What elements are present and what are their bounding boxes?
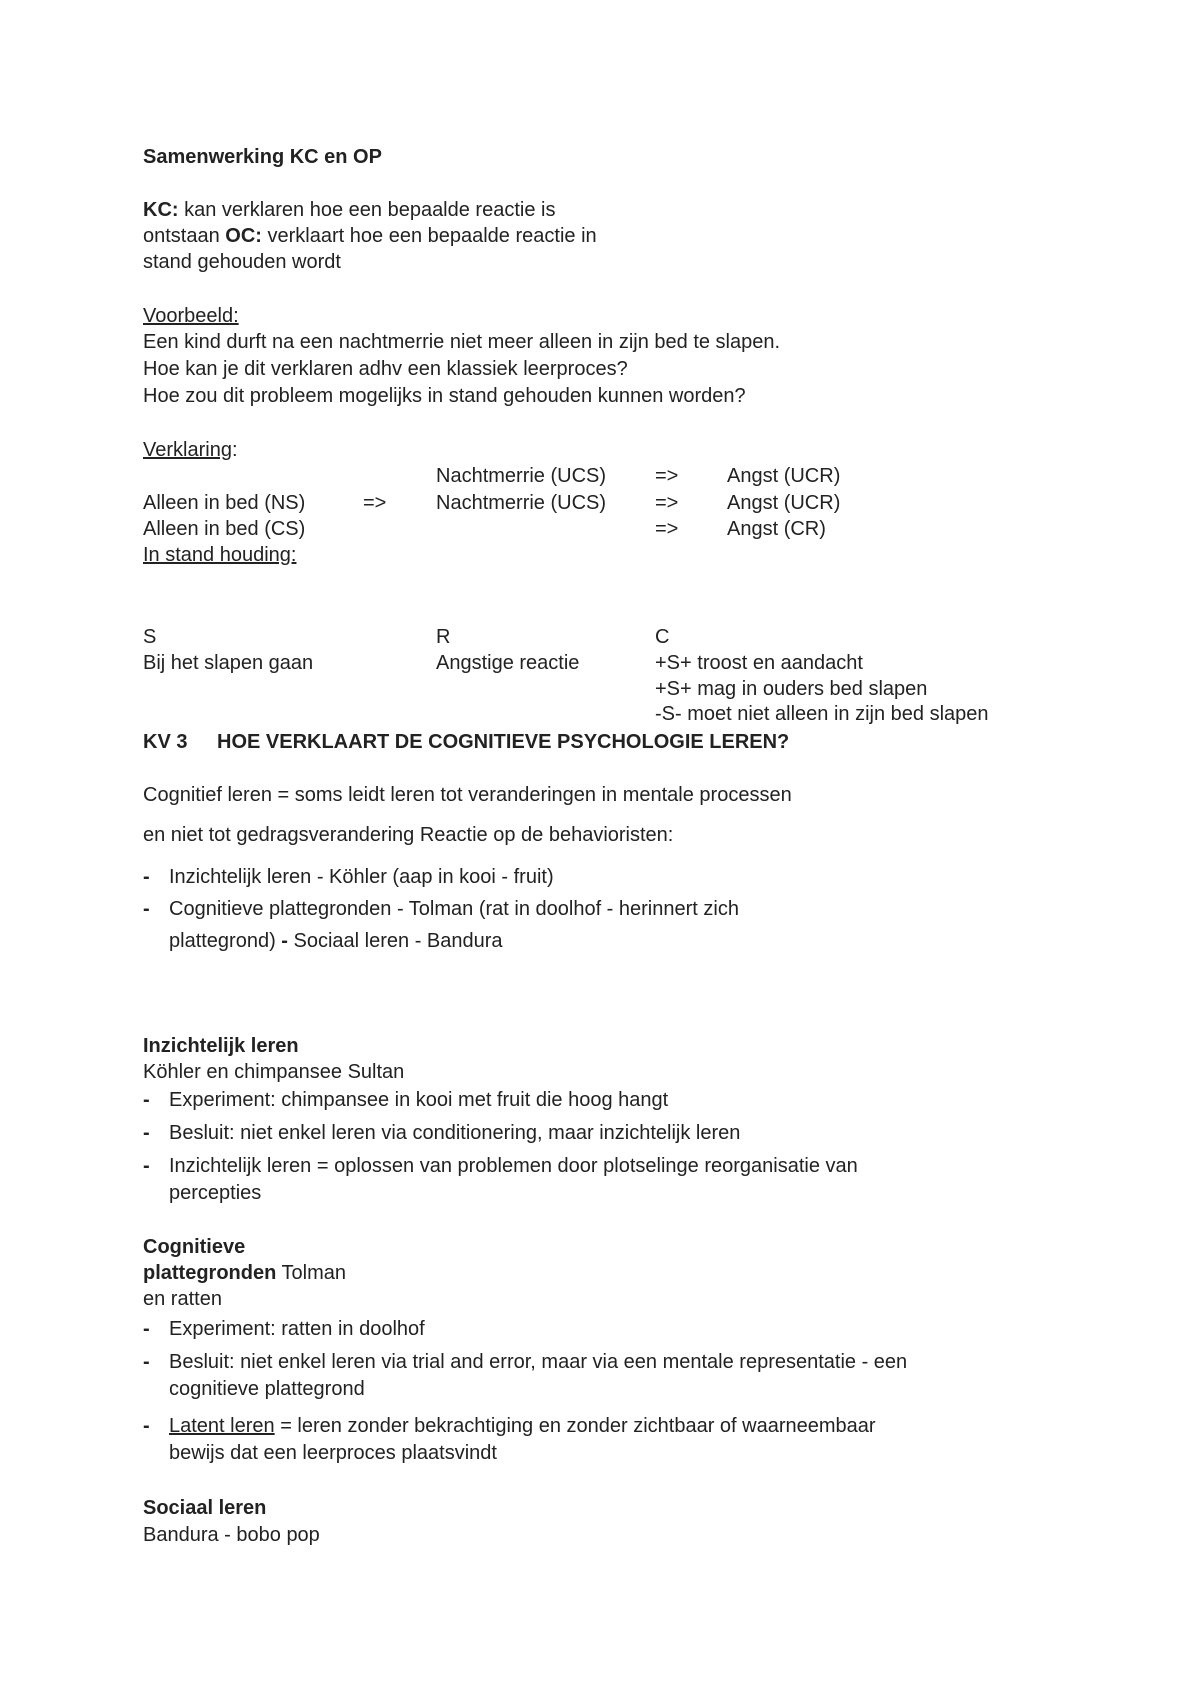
scheme-r1-arrow: => bbox=[655, 465, 679, 487]
social-title: Sociaal leren bbox=[143, 1497, 267, 1519]
list-item bbox=[143, 1413, 876, 1467]
inline-dash: - bbox=[281, 930, 288, 952]
list-item bbox=[143, 1120, 740, 1147]
bullet-dash: - bbox=[143, 1089, 150, 1111]
explanation-colon: : bbox=[231, 439, 238, 461]
maps-title-bold: plattegronden bbox=[143, 1262, 277, 1284]
src-s-value: Bij het slapen gaan bbox=[143, 652, 314, 674]
kc-line bbox=[143, 197, 555, 223]
bullet-cont-a: plattegrond) bbox=[169, 930, 282, 952]
list-item bbox=[143, 1087, 668, 1114]
explanation-label: Verklaring bbox=[143, 439, 232, 461]
chapter-number: KV 3 bbox=[143, 731, 188, 753]
list-item bbox=[143, 864, 554, 891]
bullet-dash: - bbox=[143, 866, 150, 888]
scheme-r1-stimulus: Nachtmerrie (UCS) bbox=[436, 465, 607, 487]
social-subtitle: Bandura - bobo pop bbox=[143, 1524, 320, 1546]
intro-line-2: en niet tot gedragsverandering Reactie op de behavioristen: bbox=[143, 824, 674, 846]
bullet-dash: - bbox=[143, 1122, 150, 1144]
latent-term: Latent leren bbox=[169, 1415, 275, 1437]
src-header-r: R bbox=[436, 626, 451, 648]
example-label: Voorbeeld: bbox=[143, 305, 239, 327]
src-c-value-1: +S+ troost en aandacht bbox=[655, 652, 863, 674]
example-line-3: Hoe zou dit probleem mogelijks in stand gehouden kunnen worden? bbox=[143, 385, 746, 407]
bullet-text: Cognitieve plattegronden - Tolman (rat in doolhof - herinnert zich bbox=[169, 898, 739, 920]
explanation-label-line bbox=[143, 437, 238, 463]
scheme-r2-response: Angst (UCR) bbox=[727, 492, 841, 514]
insight-title: Inzichtelijk leren bbox=[143, 1035, 299, 1057]
intro-line-1: Cognitief leren = soms leidt leren tot veranderingen in mentale processen bbox=[143, 784, 792, 806]
bullet-text: Inzichtelijk leren = oplossen van problemen door plotselinge reorganisatie van bbox=[169, 1155, 858, 1177]
scheme-r2-arrow-2: => bbox=[655, 492, 679, 514]
bullet-cont bbox=[169, 928, 739, 955]
list-item bbox=[143, 896, 739, 955]
example-line-1: Een kind durft na een nachtmerrie niet meer alleen in zijn bed te slapen. bbox=[143, 331, 781, 353]
scheme-r3-arrow: => bbox=[655, 518, 679, 540]
src-header-s: S bbox=[143, 626, 157, 648]
scheme-r2-stimulus: Nachtmerrie (UCS) bbox=[436, 492, 607, 514]
scheme-r3-cs: Alleen in bed (CS) bbox=[143, 518, 306, 540]
kc-text: kan verklaren hoe een bepaalde reactie is bbox=[178, 199, 556, 221]
list-item bbox=[143, 1349, 907, 1403]
maps-title-line-3: en ratten bbox=[143, 1288, 222, 1310]
scheme-r1-response: Angst (UCR) bbox=[727, 465, 841, 487]
bullet-dash: - bbox=[143, 1155, 150, 1177]
bullet-text: Experiment: chimpansee in kooi met fruit die hoog hangt bbox=[169, 1089, 669, 1111]
src-c-value-2: +S+ mag in ouders bed slapen bbox=[655, 678, 928, 700]
bullet-cont-b: Sociaal leren - Bandura bbox=[287, 930, 503, 952]
list-item bbox=[143, 1316, 425, 1343]
kc-label: KC: bbox=[143, 199, 179, 221]
section-title-samenwerking: Samenwerking KC en OP bbox=[143, 146, 382, 168]
list-item bbox=[143, 1153, 858, 1207]
latent-text: = leren zonder bekrachtiging en zonder zichtbaar of waarneembaar bbox=[274, 1415, 876, 1437]
bullet-text bbox=[169, 1413, 876, 1440]
oc-text: verklaart hoe een bepaalde reactie in bbox=[261, 225, 597, 247]
bullet-cont: percepties bbox=[169, 1182, 262, 1204]
insight-subtitle: Köhler en chimpansee Sultan bbox=[143, 1061, 405, 1083]
scheme-r2-ns: Alleen in bed (NS) bbox=[143, 492, 306, 514]
bullet-cont: cognitieve plattegrond bbox=[169, 1378, 365, 1400]
bullet-cont: bewijs dat een leerproces plaatsvindt bbox=[169, 1442, 497, 1464]
chapter-title: HOE VERKLAART DE COGNITIEVE PSYCHOLOGIE LEREN? bbox=[217, 731, 790, 753]
bullet-text: Experiment: ratten in doolhof bbox=[169, 1318, 425, 1340]
bullet-text: Inzichtelijk leren - Köhler (aap in kooi - fruit) bbox=[169, 866, 554, 888]
oc-label: OC: bbox=[225, 225, 262, 247]
src-r-value: Angstige reactie bbox=[436, 652, 580, 674]
bullet-dash: - bbox=[143, 1318, 150, 1340]
bullet-text: Besluit: niet enkel leren via trial and error, maar via een mentale representatie - een bbox=[169, 1351, 908, 1373]
scheme-r3-response: Angst (CR) bbox=[727, 518, 826, 540]
bullet-dash: - bbox=[143, 1351, 150, 1373]
bullet-dash: - bbox=[143, 898, 150, 920]
bullet-text: Besluit: niet enkel leren via conditionering, maar inzichtelijk leren bbox=[169, 1122, 741, 1144]
oc-line bbox=[143, 223, 597, 249]
maps-title-rest: Tolman bbox=[276, 1262, 347, 1284]
src-header-c: C bbox=[655, 626, 670, 648]
maps-title-line-1: Cognitieve bbox=[143, 1236, 246, 1258]
bullet-dash: - bbox=[143, 1415, 150, 1437]
scheme-r2-arrow-1: => bbox=[363, 492, 387, 514]
example-line-2: Hoe kan je dit verklaren adhv een klassiek leerproces? bbox=[143, 358, 628, 380]
src-c-value-3: -S- moet niet alleen in zijn bed slapen bbox=[655, 703, 989, 725]
maps-title-line-2 bbox=[143, 1260, 346, 1286]
maintain-label: In stand houding: bbox=[143, 544, 297, 566]
kc-cont: ontstaan bbox=[143, 225, 226, 247]
oc-cont: stand gehouden wordt bbox=[143, 251, 341, 273]
